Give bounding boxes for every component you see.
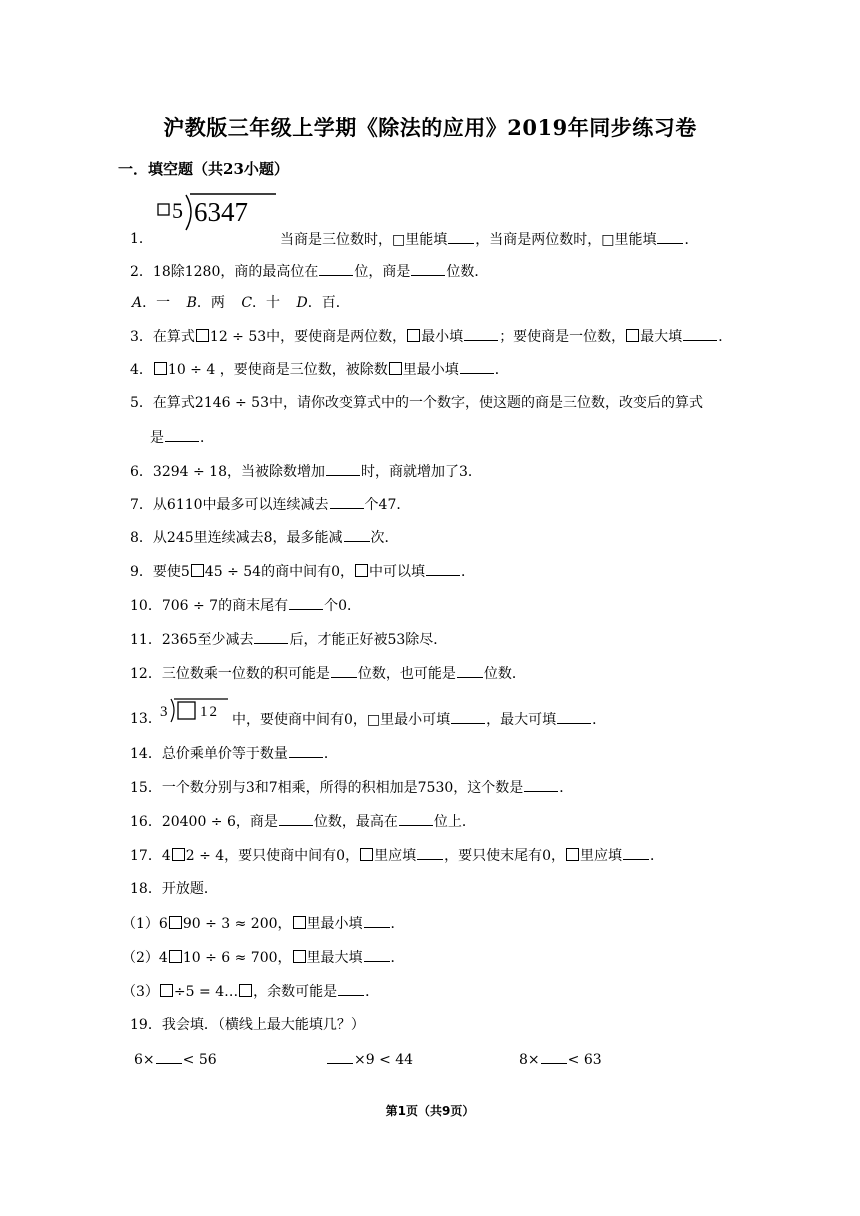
blank-box bbox=[169, 916, 182, 929]
answer-blank[interactable] bbox=[327, 1050, 353, 1064]
division-bracket bbox=[186, 195, 191, 230]
blank-box bbox=[154, 362, 167, 375]
q2-text-b: 位，商是 bbox=[354, 264, 411, 280]
division-bracket bbox=[171, 699, 174, 722]
blank-box bbox=[293, 950, 306, 963]
answer-blank[interactable] bbox=[524, 778, 558, 792]
question-18-2: （2）4 10 ÷ 6 ≈ 700， 里最大填 ． bbox=[122, 950, 405, 966]
blank-box bbox=[178, 702, 195, 719]
blank-box bbox=[389, 362, 402, 375]
page-footer: 第1页（共9页） bbox=[385, 1104, 475, 1118]
question-4: 4． 10 ÷ 4 ，要使商是三位数，被除数 里最小填 ． bbox=[130, 362, 509, 378]
answer-blank[interactable] bbox=[657, 230, 683, 244]
answer-blank[interactable] bbox=[279, 812, 313, 826]
answer-blank[interactable] bbox=[254, 630, 288, 644]
answer-blank[interactable] bbox=[399, 812, 433, 826]
blank-box bbox=[355, 564, 368, 577]
blank-box bbox=[626, 329, 639, 342]
answer-blank[interactable] bbox=[289, 744, 323, 758]
dividend: 6347 bbox=[194, 197, 248, 227]
option-b[interactable]: B．两 bbox=[186, 295, 225, 311]
question-2 bbox=[130, 262, 488, 281]
blank-box bbox=[360, 848, 373, 861]
answer-blank[interactable] bbox=[344, 528, 370, 542]
q1-text-c: ． bbox=[684, 232, 699, 248]
question-16: 16．20400 ÷ 6，商是 位数，最高在 位上． bbox=[130, 814, 476, 830]
answer-blank[interactable] bbox=[331, 664, 357, 678]
inequality-1: 6× < 56 bbox=[134, 1052, 217, 1068]
blank-box bbox=[158, 204, 169, 215]
answer-blank[interactable] bbox=[326, 462, 360, 476]
blank-box bbox=[407, 329, 420, 342]
answer-blank[interactable] bbox=[165, 428, 199, 442]
question-6: 6．3294 ÷ 18，当被除数增加 时，商就增加了3． bbox=[130, 464, 482, 480]
dividend-tail: 12 bbox=[200, 704, 219, 720]
question-15: 15．一个数分别与3和7相乘，所得的积相加是7530，这个数是 ． bbox=[130, 780, 574, 796]
answer-blank[interactable] bbox=[448, 230, 474, 244]
answer-blank[interactable] bbox=[541, 1050, 567, 1064]
question-13-text: 中，要使商中间有0，□里最小可填 ，最大可填 ． bbox=[232, 712, 607, 728]
question-1-text bbox=[280, 230, 698, 249]
answer-blank[interactable] bbox=[319, 262, 353, 276]
long-division-bracket-13 bbox=[158, 696, 230, 726]
blank-box bbox=[566, 848, 579, 861]
divisor-digit: 5 bbox=[172, 198, 183, 223]
blank-box bbox=[172, 848, 185, 861]
answer-blank[interactable] bbox=[464, 327, 498, 341]
question-1 bbox=[130, 230, 153, 248]
answer-blank[interactable] bbox=[338, 982, 364, 996]
blank-box bbox=[191, 564, 204, 577]
q1-number: 1． bbox=[130, 231, 153, 247]
page-title: 沪教版三年级上学期《除法的应用》2019年同步练习卷 bbox=[163, 115, 697, 140]
question-18: 18．开放题． bbox=[130, 881, 218, 897]
option-c[interactable]: C．十 bbox=[241, 295, 281, 311]
answer-blank[interactable] bbox=[289, 596, 323, 610]
q2-text-c: 位数． bbox=[446, 264, 489, 280]
question-2-options bbox=[132, 294, 362, 312]
question-5: 5．在算式2146 ÷ 53中，请你改变算式中的一个数字，使这题的商是三位数，改变后的算式 bbox=[130, 395, 703, 411]
question-12: 12．三位数乘一位数的积可能是 位数，也可能是 位数． bbox=[130, 666, 526, 682]
long-division-figure-13 bbox=[158, 696, 230, 726]
long-division-figure-1 bbox=[156, 190, 280, 234]
answer-blank[interactable] bbox=[426, 562, 460, 576]
inequality-3: 8× < 63 bbox=[519, 1052, 602, 1068]
question-3: 3．在算式 12 ÷ 53中，要使商是两位数， 最小填 ；要使商是一位数， 最大填 ． bbox=[130, 329, 733, 345]
answer-blank[interactable] bbox=[417, 846, 443, 860]
question-17: 17．4 2 ÷ 4，要只使商中间有0， 里应填 ，要只使末尾有0， 里应填 ． bbox=[130, 848, 665, 864]
blank-box bbox=[196, 329, 209, 342]
question-14: 14．总价乘单价等于数量 ． bbox=[130, 746, 338, 762]
question-8: 8．从245里连续减去8，最多能减 次． bbox=[130, 530, 399, 546]
blank-box bbox=[169, 950, 182, 963]
answer-blank[interactable] bbox=[156, 1050, 182, 1064]
answer-blank[interactable] bbox=[460, 360, 494, 374]
answer-blank[interactable] bbox=[364, 948, 390, 962]
option-d[interactable]: D．百． bbox=[296, 295, 350, 311]
q1-text-a: 当商是三位数时，□里能填 bbox=[280, 232, 448, 248]
q1-text-b: ，当商是两位数时，□里能填 bbox=[475, 232, 657, 248]
blank-box bbox=[160, 984, 173, 997]
answer-blank[interactable] bbox=[411, 262, 445, 276]
answer-blank[interactable] bbox=[451, 710, 485, 724]
question-13-number: 13． bbox=[130, 711, 162, 727]
question-10: 10．706 ÷ 7的商末尾有 个0． bbox=[130, 598, 361, 614]
long-division-bracket bbox=[156, 190, 280, 234]
question-18-1: （1）6 90 ÷ 3 ≈ 200， 里最小填 ． bbox=[122, 916, 405, 932]
blank-box bbox=[239, 984, 252, 997]
divisor-digit: 3 bbox=[160, 704, 168, 720]
answer-blank[interactable] bbox=[683, 327, 717, 341]
question-11: 11．2365至少减去 后，才能正好被53除尽． bbox=[130, 632, 448, 648]
question-19: 19．我会填．（横线上最大能填几？） bbox=[130, 1017, 365, 1033]
section-heading: 一．填空题（共23小题） bbox=[118, 160, 289, 178]
question-9: 9．要使5 45 ÷ 54的商中间有0， 中可以填 ． bbox=[130, 564, 475, 580]
blank-box bbox=[293, 916, 306, 929]
option-a[interactable]: A．一 bbox=[132, 295, 171, 311]
answer-blank[interactable] bbox=[457, 664, 483, 678]
q2-text-a: 2．18除1280，商的最高位在 bbox=[130, 264, 319, 280]
answer-blank[interactable] bbox=[330, 495, 364, 509]
question-18-3: （3） ÷5 = 4… ，余数可能是 ． bbox=[122, 984, 380, 1000]
question-5-cont: 是 ． bbox=[150, 430, 214, 446]
answer-blank[interactable] bbox=[364, 914, 390, 928]
question-7: 7．从6110中最多可以连续减去 个47． bbox=[130, 497, 411, 513]
answer-blank[interactable] bbox=[557, 710, 591, 724]
answer-blank[interactable] bbox=[623, 846, 649, 860]
inequality-2: ×9 < 44 bbox=[326, 1050, 413, 1068]
